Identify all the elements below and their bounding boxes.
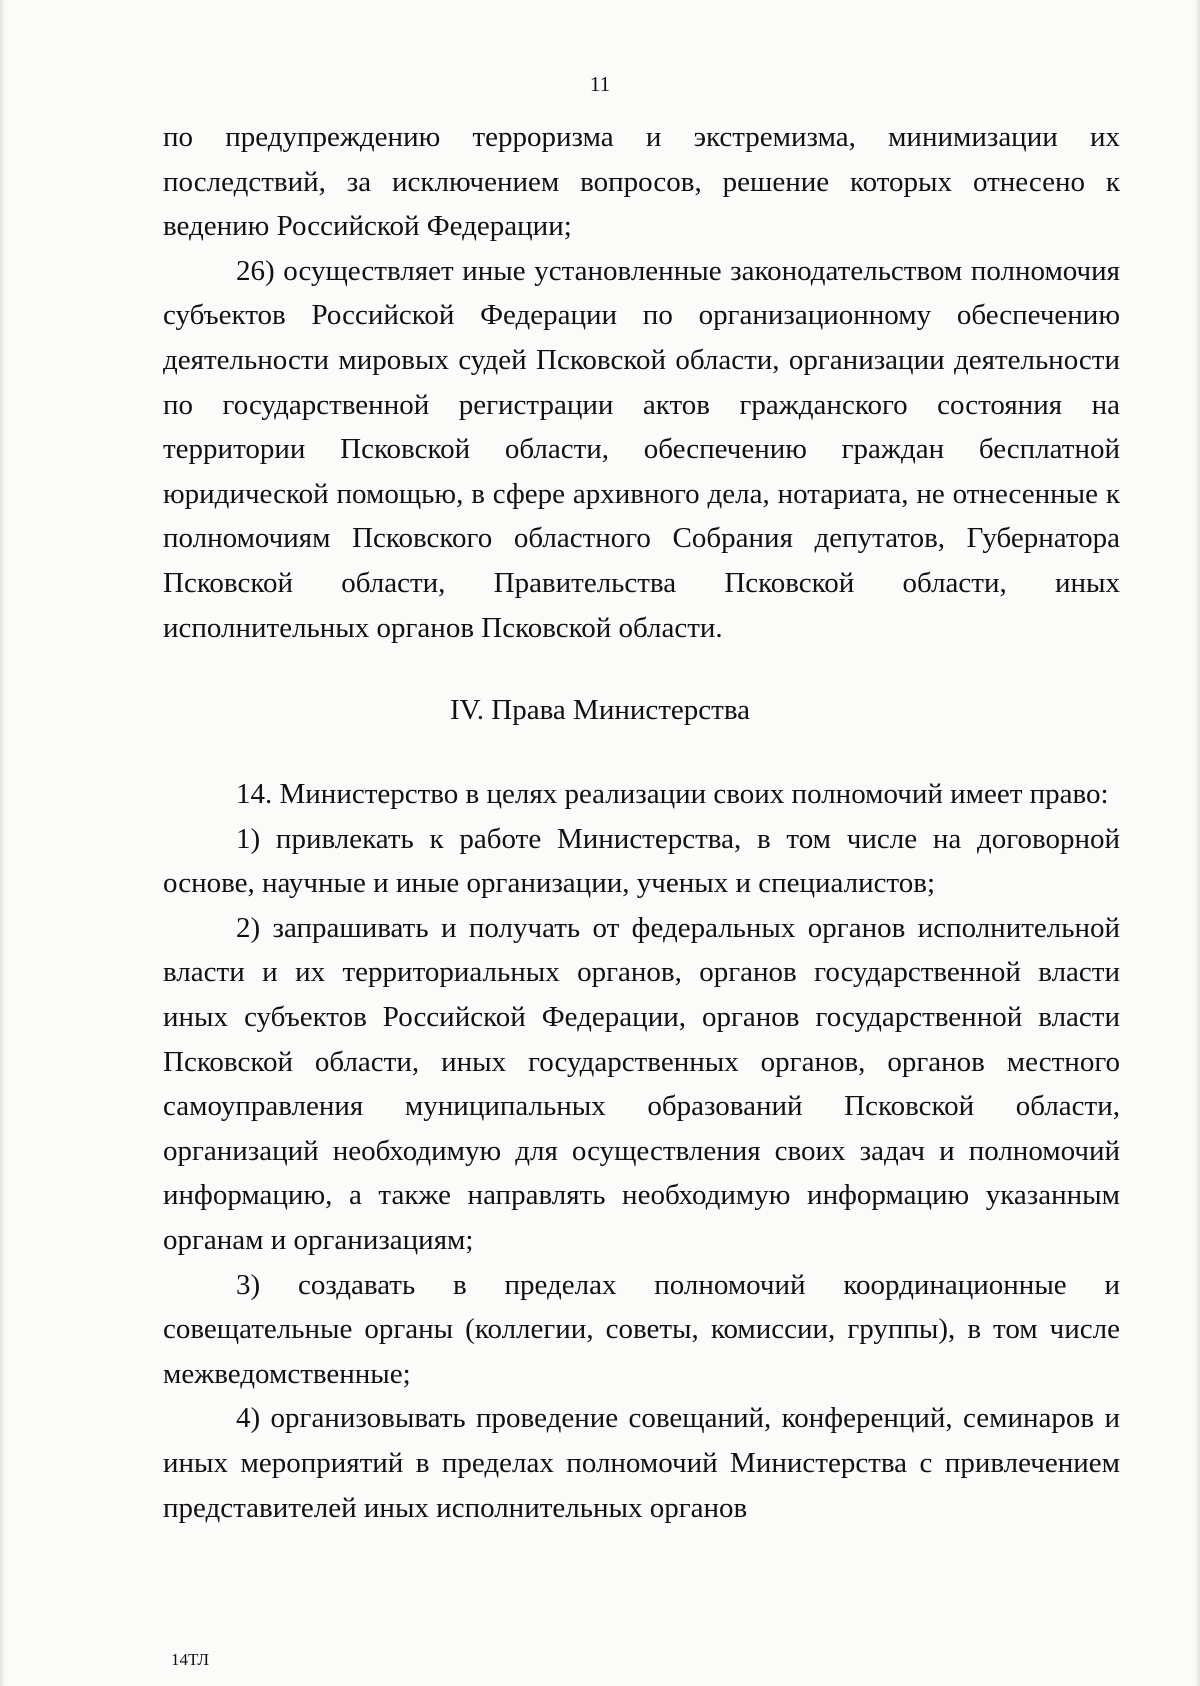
paragraph-item-2: 2) запрашивать и получать от федеральных органов исполнительной власти и их территориальных органов, органов государственной власти иных субъектов Российской Федерации, органов государственной власти Псковской области, иных государственных органов, органов местного самоуправления муниципальных образований Псковской области, организаций необходимую для осуществления своих задач и полномочий информацию, а также направлять необходимую информацию указанным органам и организациям; xyxy=(163,911,1120,1256)
paragraph-clause-14: 14. Министерство в целях реализации своих полномочий имеет право: xyxy=(236,778,1109,810)
paragraph-item-4: 4) организовывать проведение совещаний, конференций, семинаров и иных мероприятий в пределах полномочий Министерства с привлечением представителей иных исполнительных органов xyxy=(163,1402,1120,1524)
section-heading: IV. Права Министерства xyxy=(449,694,751,726)
paragraph-item-1: 1) привлекать к работе Министерства, в том числе на договорной основе, научные и иные организации, ученых и специалистов; xyxy=(163,822,1120,900)
paragraph-continuation: по предупреждению терроризма и экстремизма, минимизации их последствий, за исключением вопросов, решение которых отнесено к ведению Российской Федерации; xyxy=(163,121,1120,243)
paragraph-item-3: 3) создавать в пределах полномочий координационные и совещательные органы (коллегии, советы, комиссии, группы), в том числе межведомственные; xyxy=(163,1268,1120,1390)
page-number: 11 xyxy=(589,72,611,96)
text-block-top xyxy=(163,115,1120,650)
paragraph-item-26: 26) осуществляет иные установленные законодательством полномочия субъектов Российской Федерации по организационному обеспечению деятельности мировых судей Псковской области, организации деятельности по государственной регистрации актов гражданского состояния на территории Псковской области, обеспечению граждан бесплатной юридической помощью, в сфере архивного дела, нотариата, не отнесенные к полномочиям Псковского областного Собрания депутатов, Губернатора Псковской области, Правительства Псковской области, иных исполнительных органов Псковской области. xyxy=(163,254,1120,644)
page-edge-left xyxy=(0,0,5,1686)
page-edge-right xyxy=(1195,0,1200,1686)
text-block-section xyxy=(163,772,1120,1530)
footer-code: 14ТЛ xyxy=(171,1650,210,1669)
